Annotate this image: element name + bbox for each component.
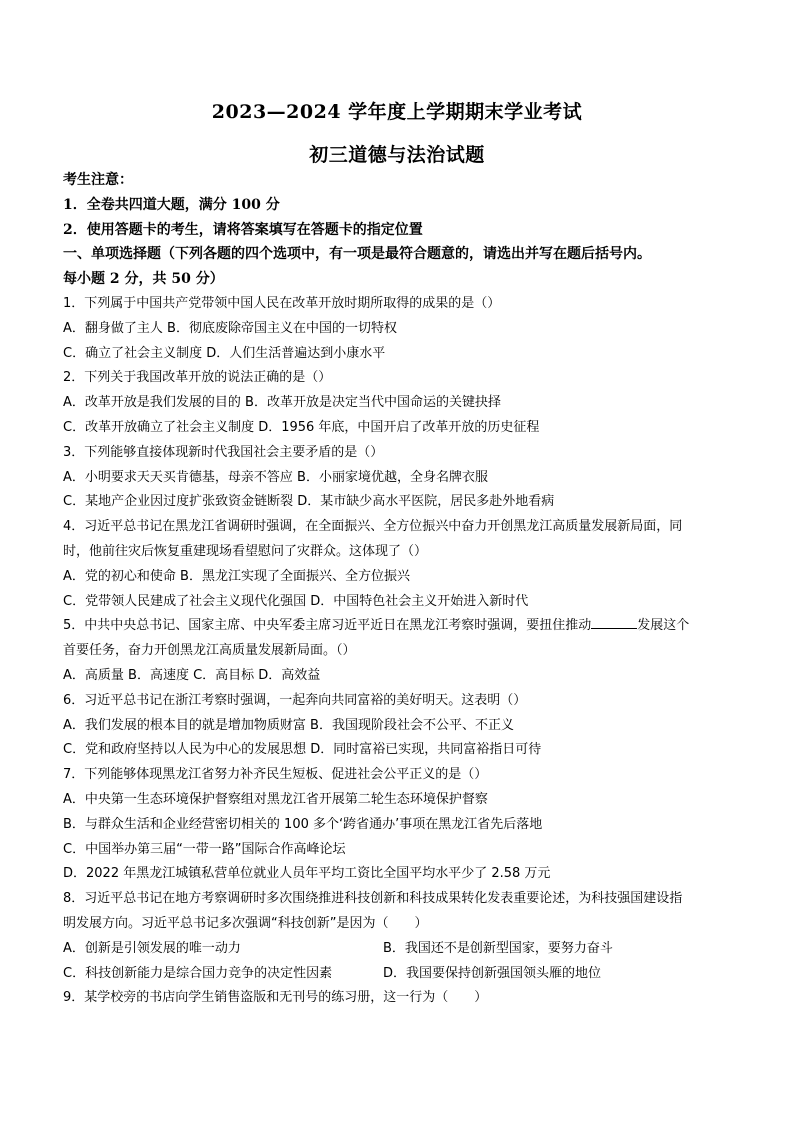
exam-body — [63, 168, 743, 1011]
question-4-options-ab: A．党的初心和使命 B．黑龙江实现了全面振兴、全方位振兴 — [63, 568, 410, 584]
question-1-options-ab: A．翻身做了主人 B．彻底废除帝国主义在中国的一切特权 — [63, 320, 397, 336]
notes-heading: 考生注意： — [63, 172, 133, 188]
section-heading-line-2: 每小题 2 分，共 50 分） — [63, 271, 224, 288]
question-3-stem: 3．下列能够直接体现新时代我国社会主要矛盾的是（） — [63, 444, 384, 460]
exam-subtitle: 初三道德与法治试题 — [309, 144, 485, 166]
section-heading-line-1: 一、单项选择题（下列各题的四个选项中，有一项是最符合题意的，请选出并写在题后括号内。 — [63, 246, 651, 263]
question-7-option-a: A．中央第一生态环境保护督察组对黑龙江省开展第二轮生态环境保护督察 — [63, 791, 488, 807]
question-2-options-cd: C．改革开放确立了社会主义制度 D．1956 年底，中国开启了改革开放的历史征程 — [63, 419, 540, 435]
question-3-options-ab: A．小明要求天天买肯德基，母亲不答应 B．小丽家境优越，全身名牌衣服 — [63, 469, 488, 485]
question-1-stem: 1．下列属于中国共产党带领中国人民在改革开放时期所取得的成果的是（） — [63, 295, 501, 311]
question-7-option-b: B．与群众生活和企业经营密切相关的 100 多个‘跨省通办’事项在黑龙江省先后落地 — [63, 816, 543, 832]
question-5-stem-part-b: 发展这个 — [637, 618, 690, 634]
question-8-options-cd — [63, 962, 743, 987]
note-item-1: 1．全卷共四道大题，满分 100 分 — [63, 196, 280, 213]
question-7-option-c: C．中国举办第三届“一带一路”国际合作高峰论坛 — [63, 841, 346, 857]
question-5-stem-part-a: 5．中共中央总书记、国家主席、中央军委主席习近平近日在黑龙江考察时强调，要扭住推动 — [63, 618, 592, 634]
question-4-stem-line-1: 4．习近平总书记在黑龙江省调研时强调，在全面振兴、全方位振兴中奋力开创黑龙江高质量发展新局面，同 — [63, 519, 683, 535]
question-5-stem-line-1 — [63, 614, 743, 639]
question-3-options-cd: C．某地产企业因过度扩张致资金链断裂 D．某市缺少高水平医院，居民多赴外地看病 — [63, 494, 555, 510]
question-1-options-cd: C．确立了社会主义制度 D．人们生活普遍达到小康水平 — [63, 345, 386, 361]
note-item-2: 2．使用答题卡的考生，请将答案填写在答题卡的指定位置 — [63, 221, 423, 238]
question-8-option-a: A．创新是引领发展的唯一动力 — [63, 940, 241, 956]
question-8-option-d: D．我国要保持创新强国领头雁的地位 — [383, 965, 602, 981]
question-2-stem: 2．下列关于我国改革开放的说法正确的是（） — [63, 370, 332, 386]
question-8-stem-line-2: 明发展方向。习近平总书记多次强调“科技创新”是因为（ ） — [63, 915, 428, 931]
exam-title: 2023—2024 学年度上学期期末学业考试 — [211, 101, 583, 123]
fill-blank — [591, 614, 637, 629]
question-4-stem-line-2: 时，他前往灾后恢复重建现场看望慰问了灾群众。这体现了（） — [63, 543, 428, 559]
question-7-option-d: D．2022 年黑龙江城镇私营单位就业人员年平均工资比全国平均水平少了 2.58 万元 — [63, 866, 551, 882]
question-8-option-c: C．科技创新能力是综合国力竞争的决定性因素 — [63, 965, 333, 981]
question-5-options: A．高质量 B．高速度 C．高目标 D．高效益 — [63, 667, 321, 683]
question-8-stem-line-1: 8．习近平总书记在地方考察调研时多次围绕推进科技创新和科技成果转化发表重要论述，为科技强国建设指 — [63, 891, 683, 907]
question-9-stem: 9．某学校旁的书店向学生销售盗版和无刊号的练习册，这一行为（ ） — [63, 990, 488, 1006]
question-8-option-b: B．我国还不是创新型国家，要努力奋斗 — [383, 940, 613, 956]
question-6-options-cd: C．党和政府坚持以人民为中心的发展思想 D．同时富裕已实现，共同富裕指日可待 — [63, 742, 542, 758]
question-6-stem: 6．习近平总书记在浙江考察时强调，一起奔向共同富裕的美好明天。这表明（） — [63, 692, 527, 708]
question-6-options-ab: A．我们发展的根本目的就是增加物质财富 B．我国现阶段社会不公平、不正义 — [63, 717, 514, 733]
question-7-stem: 7．下列能够体现黑龙江省努力补齐民生短板、促进社会公平正义的是（） — [63, 767, 488, 783]
question-8-options-ab — [63, 937, 743, 962]
question-2-options-ab: A．改革开放是我们发展的目的 B．改革开放是决定当代中国命运的关键抉择 — [63, 395, 501, 411]
question-5-stem-line-2: 首要任务，奋力开创黑龙江高质量发展新局面。（） — [63, 643, 356, 659]
question-4-options-cd: C．党带领人民建成了社会主义现代化强国 D．中国特色社会主义开始进入新时代 — [63, 593, 529, 609]
